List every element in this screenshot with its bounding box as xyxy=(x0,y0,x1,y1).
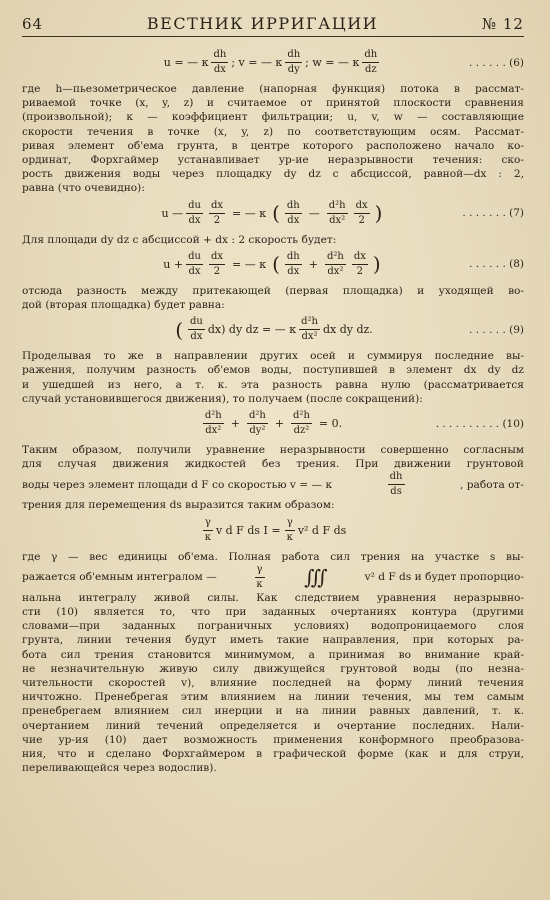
paragraph-7: трения для перемещения ds выразится таким образом: xyxy=(22,499,335,512)
eq10-number: . . . . . . . . . . (10) xyxy=(435,417,524,430)
equation-9: ( $\frac{du}{dx}$ dx) dy dz = — к $\frac{\text{d²h}}{\text{dx²}}$ dx dy dz. . . . . . . (9) xyxy=(175,316,524,343)
eq8-number: . . . . . . (8) xyxy=(469,258,524,271)
eq6-u: u = — к xyxy=(163,56,209,69)
page-header xyxy=(22,14,524,37)
paragraph-1: где h—пьезометрическое давление (напорная функция) потока в рассмат- риваемой точке (x, y, z) и считаемое от принятой плоскости сравнения (произвольной); к — коэффициент фильтрации; u, v, w — составляющие скорости течения в точке (x, y, z) по соответствующим осям. Рассмат- ривая элемент об'ема грунта, в центре которого расположено начало ко- ординат, Форхгаймер устанавливает ур-ие неразрывности течения: ско- рость движения воды через площадку dy dz с абсциссой, равной—dx : 2, равна (что очевидно): xyxy=(22,83,524,195)
eq6-v: ; v = — к xyxy=(231,56,283,69)
paragraph-3: отсюда разность между притекающей (первая площадка) и уходящей во- дой (вторая площадка) будет равна: xyxy=(22,284,524,312)
equation-7: u — $\frac{du}{dx}$ $\frac{dx}{2}$ = — к ( $\frac{dh}{dx}$ — $\frac{\text{d²h}}{\text{dx²}}$ $\frac{dx}{2}$ ) . . . . . . . (7) xyxy=(161,199,524,226)
paragraph-6: воды через элемент площади d F со скоростью v = — к $\frac{dh}{ds}$ , работа от- xyxy=(22,471,524,498)
paragraph-8: где γ — вес единицы об'ема. Полная работа сил трения на участке s вы- xyxy=(22,550,524,563)
triple-integral: ∭ xyxy=(304,565,328,590)
equation-8: u + $\frac{du}{dx}$ $\frac{dx}{2}$ = — к ( $\frac{dh}{dx}$ + $\frac{\text{d²h}}{\text{dx²}}$ $\frac{dx}{2}$ ) . . . . . . (8) xyxy=(163,250,524,277)
issue-number: № 12 xyxy=(481,15,524,33)
paragraph-9: ражается об'емным интегралом — $\frac{\gamma}{к}$ ∭ v² d F ds и будет пропорцио- xyxy=(22,563,524,590)
journal-title: ВЕСТНИК ИРРИГАЦИИ xyxy=(146,14,379,33)
eq6-frac-w: $\frac{dh}{dz}$ xyxy=(364,49,378,75)
page-number: 64 xyxy=(22,15,44,33)
paragraph-5: Таким образом, получили уравнение неразрывности совершенно согласным для случая движения жидкостей без трения. При движении грунтовой xyxy=(22,444,524,471)
paragraph-10: нальна интегралу живой силы. Как следствием уравнения неразрывно- сти (10) является то, что при заданных очертаниях контура (другими словами—при заданных пограничных условиях) водопроницаемого слоя грунта, линии течения будут иметь такие направления, при которых ра- бота сил трения становится минимумом, а принимая во внимание край- не незначительную живую силу движущейся грунтовой воды (по незна- чительности скоростей v), влияние последней на форму линий течения ничтожно. Пренебрегая этим влиянием на линии течения, мы тем самым пренебрегаем влиянием сил инерции и на линии равных давлений, т. к. очертанием линий течений определяется и очертание последних. Нали- чие ур-ия (10) дает возможность применения конформного преобразова- ния, что и сделано Форхгаймером в графической форме (как и для струи, переливающейся через водослив). xyxy=(22,591,524,775)
eq7-number: . . . . . . . (7) xyxy=(462,207,524,220)
equation-6 xyxy=(22,49,524,76)
eq6-number: . . . . . . (6) xyxy=(469,56,524,69)
eq6-frac-u: $\frac{dh}{dx}$ xyxy=(213,49,227,75)
paragraph-2: Для площади dy dz с абсциссой + dx : 2 скорость будет: xyxy=(22,233,337,246)
equation-10: $\frac{\text{d²h}}{\text{dx²}}$ + $\frac{\text{d²h}}{\text{dy²}}$ + $\frac{\text{d²h}}{\text{dz²}}$ = 0. . . . . . . . . . . (10) xyxy=(204,410,524,437)
eq6-frac-v: $\frac{dh}{dy}$ xyxy=(287,49,301,75)
eq6-w: ; w = — к xyxy=(305,56,360,69)
eq9-number: . . . . . . (9) xyxy=(469,323,524,336)
equation-work: $\frac{\gamma}{к}$ v d F ds I = $\frac{\gamma}{к}$ v² d F ds xyxy=(204,516,347,543)
paragraph-4: Проделывая то же в направлении других осей и суммируя последние вы- ражения, получим разность об'емов воды, поступившей в элемент dx dy dz и ушедшей из него, а т. к. эта разность равна нулю (рассматривается случай установившегося движения), то получаем (после сокращений): xyxy=(22,350,524,405)
